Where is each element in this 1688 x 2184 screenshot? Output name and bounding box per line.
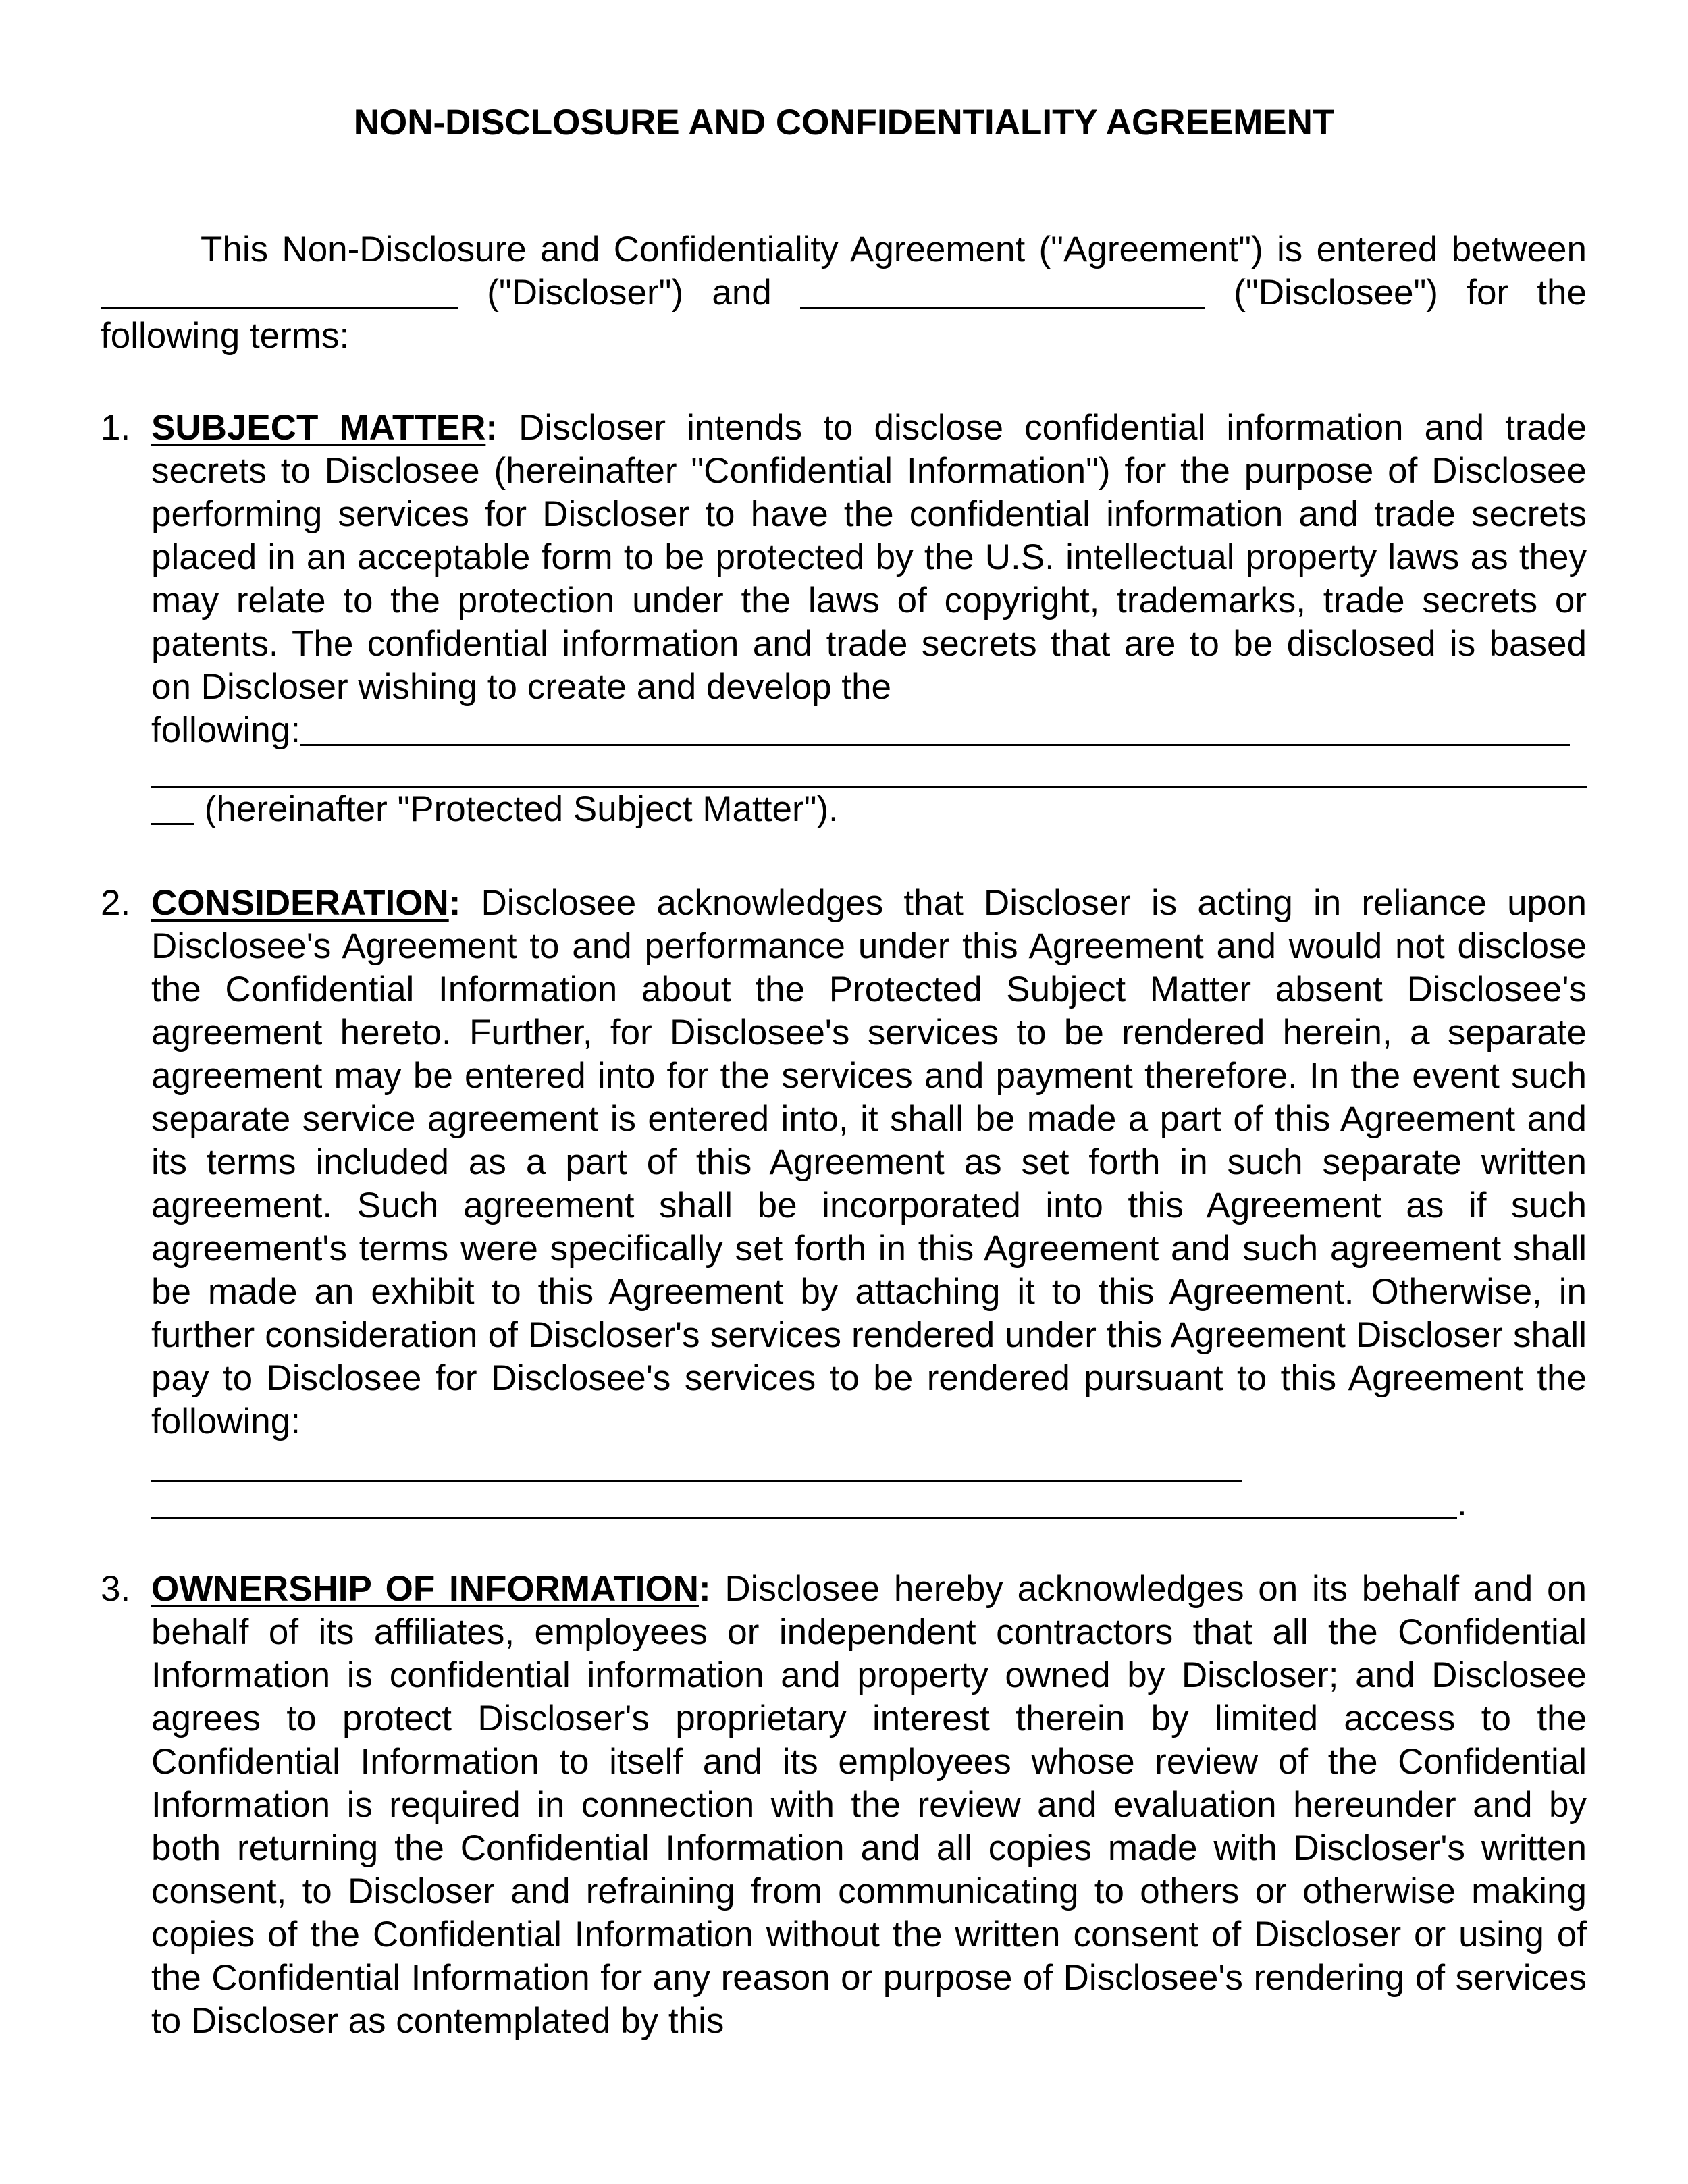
disclosee-name-blank[interactable] [800,273,1205,309]
intro-paragraph [101,228,1587,358]
section-heading: CONSIDERATION: [151,883,461,923]
protected-subject-blank-3[interactable] [151,789,194,825]
intro-text-1: This Non-Disclosure and Confidentiality Agreement ("Agreement") is entered between [201,230,1587,269]
following-label: following: [151,710,300,750]
section-subject-matter [101,406,1587,831]
protected-subject-tail: (hereinafter "Protected Subject Matter"). [204,789,839,829]
payment-end-punct: . [1457,1483,1467,1523]
section-body-text: Disclosee hereby acknowledges on its behalf and on behalf of its affiliates, employees or independent contractors that all the Confidential Information is confidential information and property owned by Discloser; and Disclosee agrees to protect Discloser's proprietary interest therein by limited access to the Confidential Information to itself and its employees whose review of the Confidential Information is required in connection with the review and evaluation hereunder and by both returning the Confidential Information and all copies made with Discloser's written consent, to Discloser and refraining from communicating to others or otherwise making copies of the Confidential Information without the written consent of Discloser or using of the Confidential Information for any reason or purpose of Disclosee's rendering of services to Discloser as contemplated by this [151,1569,1587,2041]
section-consideration [101,882,1587,1525]
payment-blank-line-2 [151,1482,1587,1525]
section-content [151,1568,1587,2043]
protected-subject-blank-1[interactable] [300,710,1570,746]
section-number: 3. [101,1569,131,1609]
section-number: 1. [101,408,131,448]
discloser-name-blank[interactable] [101,273,458,309]
section-content [151,882,1587,1525]
protected-subject-tail-line [151,788,1587,831]
section-body-text: Disclosee acknowledges that Discloser is acting in reliance upon Disclosee's Agreement to and performance under this Agreement and would not disclose the Confidential Information about the Protected Subject Matter absent Disclosee's agreement hereto. Further, for Disclosee's services to be rendered herein, a separate agreement may be entered into for the services and payment therefore. In the event such separate service agreement is entered into, it shall be made a part of this Agreement and its terms included as a part of this Agreement as set forth in such separate written agreement. Such agreement shall be incorporated into this Agreement as if such agreement's terms were specifically set forth in this Agreement and such agreement shall be made an exhibit to this Agreement by attaching it to this Agreement. Otherwise, in further consideration of Discloser's services rendered under this Agreement Discloser shall pay to Disclosee for Disclosee's services to be rendered pursuant to this Agreement the following: [151,883,1587,1441]
payment-blank-1[interactable] [151,1443,1242,1482]
section-heading: OWNERSHIP OF INFORMATION: [151,1569,711,1609]
following-line [151,709,1587,752]
protected-subject-blank-2[interactable] [151,752,1587,788]
section-number: 2. [101,883,131,923]
section-ownership-of-information [101,1568,1587,2043]
intro-text-3: ("Disclosee") [1234,273,1438,313]
section-body-text: Discloser intends to disclose confidential information and trade secrets to Disclosee (hereinafter "Confidential Information") for the purpose of Disclosee performing services for Discloser to have the confidential information and trade secrets placed in an acceptable form to be protected by the U.S. intellectual property laws as they may relate to the protection under the laws of copyright, trademarks, trade secrets or patents. The confidential information and trade secrets that are to be disclosed is based on Discloser wishing to create and develop the [151,408,1587,707]
section-heading: SUBJECT MATTER: [151,408,498,448]
intro-text-2: ("Discloser") and [487,273,772,313]
section-content [151,406,1587,831]
intro-text-4: for the following terms: [101,273,1587,356]
payment-blank-2[interactable] [151,1483,1457,1519]
document-title: NON-DISCLOSURE AND CONFIDENTIALITY AGREEMENT [353,103,1335,142]
